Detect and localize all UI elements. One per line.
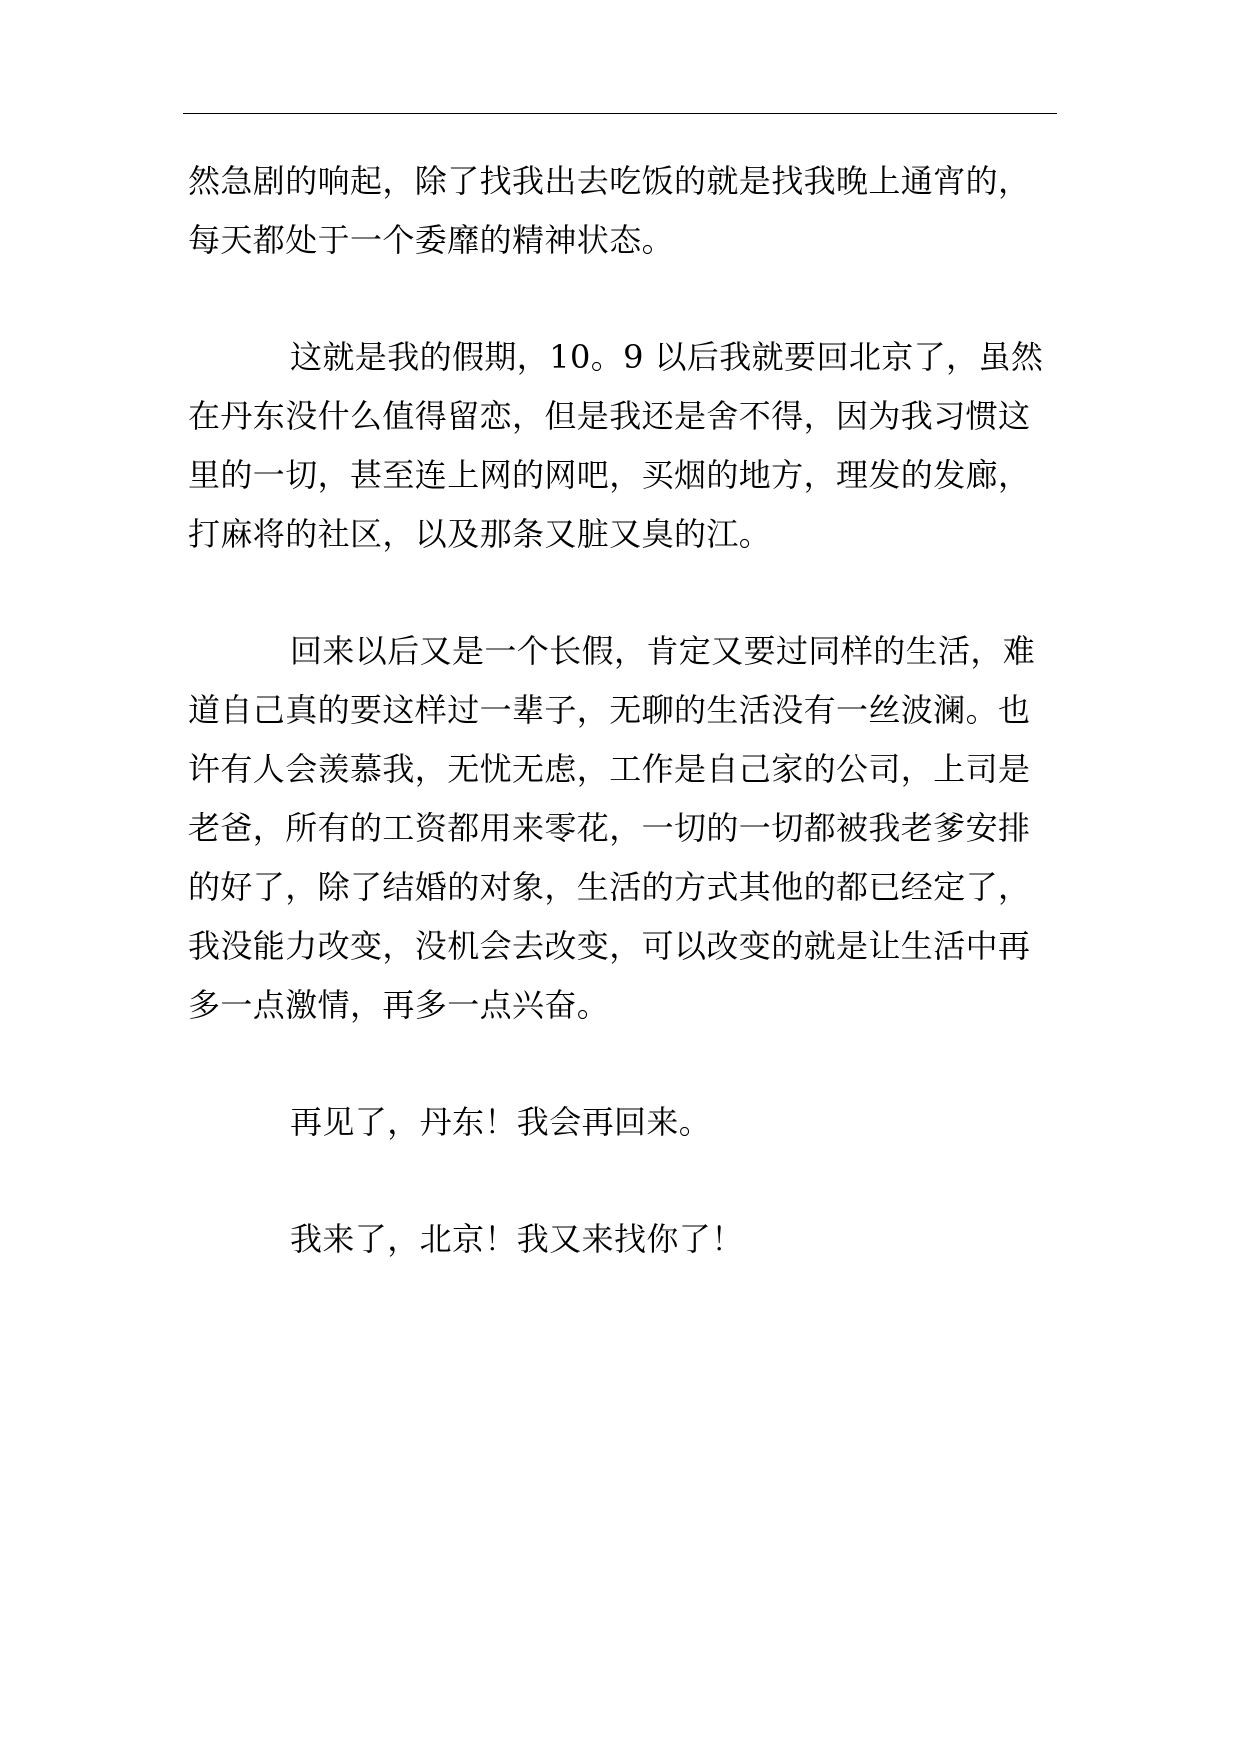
paragraph-line: 回来以后又是一个长假，肯定又要过同样的生活，难: [290, 632, 1036, 670]
paragraph-line: 老爸，所有的工资都用来零花，一切的一切都被我老爹安排: [188, 809, 1031, 847]
paragraph-line: 在丹东没什么值得留恋，但是我还是舍不得，因为我习惯这: [188, 397, 1031, 435]
paragraph-line: 然急剧的响起，除了找我出去吃饭的就是找我晚上通宵的，: [188, 162, 1031, 200]
paragraph-line: 多一点激情，再多一点兴奋。: [188, 986, 610, 1024]
paragraph-line: 里的一切，甚至连上网的网吧，买烟的地方，理发的发廊，: [188, 456, 1031, 494]
paragraph-line: 再见了，丹东！我会再回来。: [290, 1103, 712, 1141]
paragraph-line: 许有人会羡慕我，无忧无虑，工作是自己家的公司，上司是: [188, 750, 1031, 788]
paragraph-line: 道自己真的要这样过一辈子，无聊的生活没有一丝波澜。也: [188, 691, 1031, 729]
paragraph-line: 打麻将的社区，以及那条又脏又臭的江。: [188, 515, 772, 553]
paragraph-line: 我没能力改变，没机会去改变，可以改变的就是让生活中再: [188, 927, 1031, 965]
paragraph-line: 我来了，北京！我又来找你了！: [290, 1220, 744, 1258]
paragraph-line: 的好了，除了结婚的对象，生活的方式其他的都已经定了，: [188, 868, 1031, 906]
paragraph-line: 这就是我的假期，10。9 以后我就要回北京了，虽然: [290, 338, 1044, 376]
paragraph-line: 每天都处于一个委靡的精神状态。: [188, 221, 675, 259]
header-rule: [183, 113, 1057, 114]
